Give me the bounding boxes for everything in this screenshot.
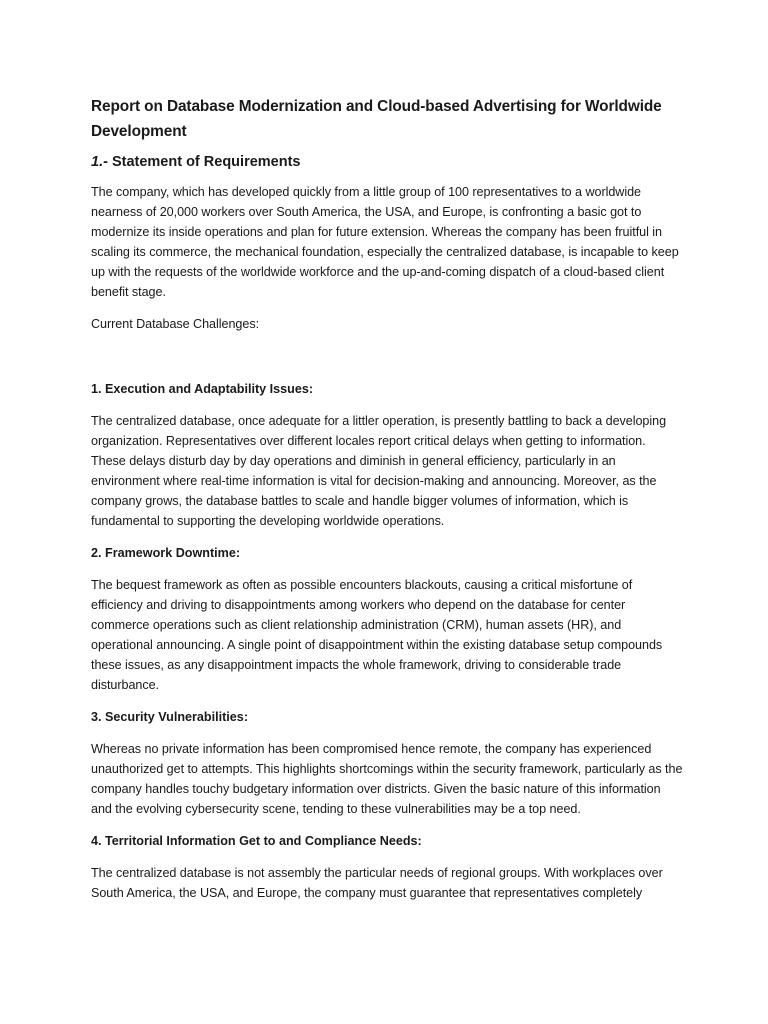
challenge-paragraph: The bequest framework as often as possible encounters blackouts, causing a critical misfortune of efficiency and driving to disappointments among workers who depend on the database for center commerce operations such as client relationship administration (CRM), human assets (HR), and operational announcing. A single point of disappointment within the existing database setup compounds these issues, as any disappointment impacts the whole framework, driving to considerable trade disturbance. xyxy=(91,578,663,692)
challenge-section xyxy=(91,831,683,903)
challenge-section xyxy=(91,707,683,819)
section-heading-text: - Statement of Requirements xyxy=(103,154,301,170)
challenge-paragraph: The centralized database is not assembly the particular needs of regional groups. With workplaces over South America, the USA, and Europe, the company must guarantee that representatives completely xyxy=(91,866,663,900)
challenges-label: Current Database Challenges: xyxy=(91,317,260,331)
section-number: 1. xyxy=(91,154,104,170)
challenge-heading: 3. Security Vulnerabilities: xyxy=(91,710,249,724)
challenge-heading: 2. Framework Downtime: xyxy=(91,546,241,560)
document-page xyxy=(91,94,683,915)
challenge-heading: 4. Territorial Information Get to and Compliance Needs: xyxy=(91,834,422,848)
document-title: Report on Database Modernization and Cloud-based Advertising for Worldwide Development xyxy=(91,98,662,140)
section-heading xyxy=(91,152,683,172)
challenge-section xyxy=(91,379,683,531)
challenge-paragraph: Whereas no private information has been compromised hence remote, the company has experienced unauthorized get to attempts. This highlights shortcomings within the security framework, particularly as the company handles touchy budgetary information over districts. Given the basic nature of this information and the evolving cybersecurity scene, tending to these vulnerabilities may be a top need. xyxy=(91,742,683,816)
intro-paragraph: The company, which has developed quickly from a little group of 100 representatives to a worldwide nearness of 20,000 workers over South America, the USA, and Europe, is confronting a basic got to modernize its inside operations and plan for future extension. Whereas the company has been fruitful in scaling its commerce, the mechanical foundation, especially the centralized database, is incapable to keep up with the requests of the worldwide workforce and the up-and-coming dispatch of a cloud-based client benefit stage. xyxy=(91,185,679,299)
challenge-heading: 1. Execution and Adaptability Issues: xyxy=(91,382,314,396)
challenge-section xyxy=(91,543,683,695)
challenge-paragraph: The centralized database, once adequate for a littler operation, is presently battling to back a developing organization. Representatives over different locales report critical delays when getting to information. These delays disturb day by day operations and diminish in general efficiency, particularly in an environment where real-time information is vital for decision-making and announcing. Moreover, as the company grows, the database battles to scale and handle bigger volumes of information, which is fundamental to supporting the developing worldwide operations. xyxy=(91,414,667,528)
